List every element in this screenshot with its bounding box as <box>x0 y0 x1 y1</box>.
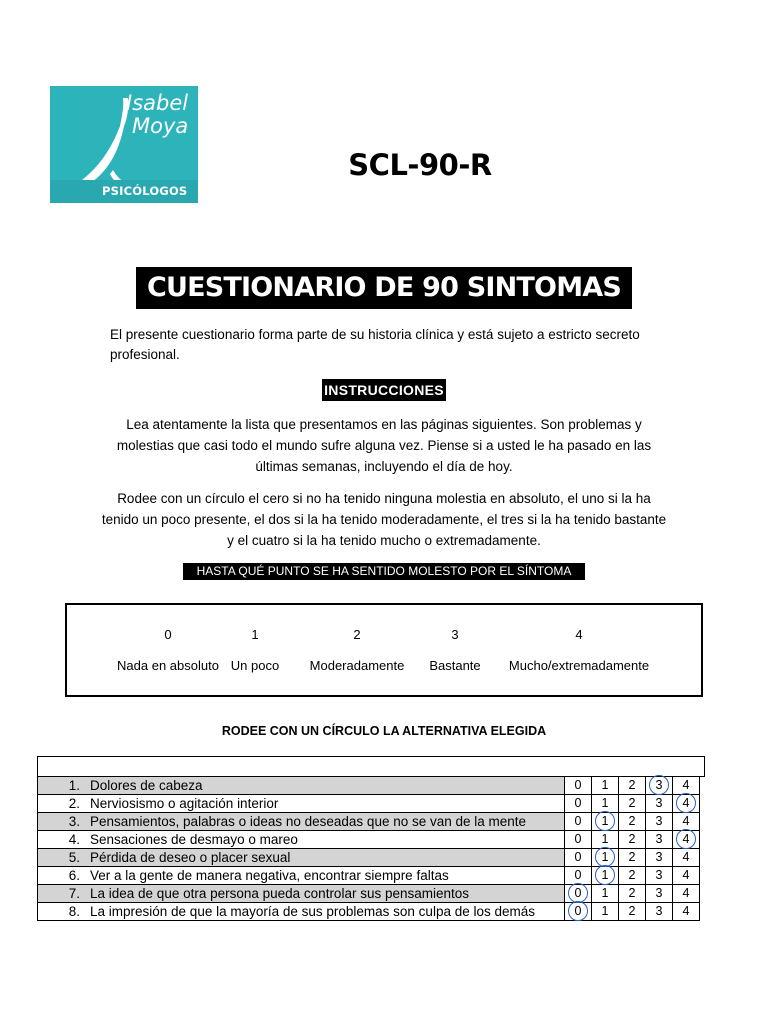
symptom-cell <box>38 885 565 903</box>
answer-option[interactable]: 2 <box>619 813 646 831</box>
symptom-number: 8. <box>68 904 80 919</box>
answer-option[interactable]: 4 <box>673 813 700 831</box>
answer-option[interactable]: 4 <box>673 849 700 867</box>
table-row <box>38 867 700 885</box>
scale-legend-box <box>65 603 703 697</box>
answer-option[interactable]: 0 <box>565 795 592 813</box>
answer-option[interactable]: 0 <box>565 831 592 849</box>
instructions-paragraph-1: Lea atentamente la lista que presentamos en las páginas siguientes. Son problemas y molestias que casi todo el mundo sufre alguna vez. Piense si a usted le ha pasado en las últimas semanas, incluyendo el día de hoy. <box>116 417 652 474</box>
table-header-row <box>37 756 705 777</box>
scale-label: Un poco <box>230 658 280 673</box>
symptom-text: Sensaciones de desmayo o mareo <box>90 832 298 847</box>
answer-option[interactable]: 0 <box>565 867 592 885</box>
answer-option-selected[interactable]: 1 <box>592 813 619 831</box>
instructions-paragraph-2: Rodee con un círculo el cero si no ha tenido ninguna molestia en absoluto, el uno si la ha tenido un poco presente, el dos si la ha tenido moderadamente, el tres si la ha tenido bastante y el cuatro si la ha tenido mucho o extremadamente. <box>101 491 667 548</box>
symptom-number: 1. <box>68 778 80 793</box>
scale-item-3 <box>423 627 487 673</box>
symptom-number: 4. <box>68 832 80 847</box>
symptom-cell <box>38 903 565 921</box>
answer-option[interactable]: 3 <box>646 831 673 849</box>
table-row <box>38 813 700 831</box>
symptom-number: 5. <box>68 850 80 865</box>
answer-option[interactable]: 0 <box>565 813 592 831</box>
instructions-heading: INSTRUCCIONES <box>322 379 446 401</box>
answer-option[interactable]: 1 <box>592 795 619 813</box>
symptom-text: La impresión de que la mayoría de sus problemas son culpa de los demás <box>90 904 535 919</box>
answer-option-selected[interactable]: 1 <box>592 849 619 867</box>
scale-item-4 <box>507 627 651 673</box>
logo-text-line2: Moya <box>132 114 189 138</box>
symptom-cell <box>38 777 565 795</box>
symptom-text: Nerviosismo o agitación interior <box>90 796 279 811</box>
symptom-cell <box>38 849 565 867</box>
answer-option[interactable]: 3 <box>646 867 673 885</box>
table-row <box>38 831 700 849</box>
scale-label: Mucho/extremadamente <box>508 658 650 673</box>
symptom-text: Dolores de cabeza <box>90 778 203 793</box>
intro-paragraph: El presente cuestionario forma parte de su historia clínica y está sujeto a estricto secreto profesional. <box>110 327 640 362</box>
answer-option[interactable]: 3 <box>646 813 673 831</box>
logo-text-line3: PSICÓLOGOS <box>102 184 188 198</box>
scale-value: 0 <box>164 627 172 642</box>
answer-option[interactable]: 1 <box>592 831 619 849</box>
answer-option[interactable]: 2 <box>619 885 646 903</box>
symptom-cell <box>38 813 565 831</box>
symptom-number: 6. <box>68 868 80 883</box>
scale-item-2 <box>303 627 411 673</box>
answer-option[interactable]: 3 <box>646 885 673 903</box>
logo-text-line1: Isabel <box>126 91 189 115</box>
scale-heading: HASTA QUÉ PUNTO SE HA SENTIDO MOLESTO POR EL SÍNTOMA <box>183 563 585 580</box>
scale-value: 1 <box>251 627 259 642</box>
scale-item-1 <box>225 627 285 673</box>
answer-option-selected[interactable]: 1 <box>592 867 619 885</box>
scale-label: Moderadamente <box>309 658 405 673</box>
symptom-text: La idea de que otra persona pueda controlar sus pensamientos <box>90 886 470 901</box>
answer-option[interactable]: 2 <box>619 831 646 849</box>
answer-option[interactable]: 4 <box>673 777 700 795</box>
answer-option[interactable]: 3 <box>646 795 673 813</box>
questionnaire-title-banner: CUESTIONARIO DE 90 SINTOMAS <box>136 267 632 309</box>
symptom-table <box>37 776 700 921</box>
document-code-title: SCL-90-R <box>348 148 492 182</box>
scale-label: Bastante <box>429 658 481 673</box>
symptom-text: Pensamientos, palabras o ideas no deseadas que no se van de la mente <box>90 814 527 829</box>
scale-value: 4 <box>575 627 583 642</box>
symptom-number: 7. <box>68 886 80 901</box>
scale-item-0 <box>109 627 227 673</box>
answer-option-selected[interactable]: 0 <box>565 903 592 921</box>
table-row <box>38 903 700 921</box>
answer-option[interactable]: 2 <box>619 903 646 921</box>
answer-option-selected[interactable]: 0 <box>565 885 592 903</box>
table-row <box>38 849 700 867</box>
symptom-text: Ver a la gente de manera negativa, encontrar siempre faltas <box>90 868 449 883</box>
symptom-cell <box>38 795 565 813</box>
symptom-cell <box>38 867 565 885</box>
answer-option[interactable]: 3 <box>646 903 673 921</box>
symptom-number: 3. <box>68 814 80 829</box>
symptom-cell <box>38 831 565 849</box>
symptom-number: 2. <box>68 796 80 811</box>
isabel-moya-logo <box>50 86 198 203</box>
table-row <box>38 795 700 813</box>
symptom-text: Pérdida de deseo o placer sexual <box>90 850 291 865</box>
scale-label: Nada en absoluto <box>117 658 219 673</box>
scale-value: 3 <box>451 627 459 642</box>
circle-instruction: RODEE CON UN CÍRCULO LA ALTERNATIVA ELEGIDA <box>221 724 547 738</box>
answer-option[interactable]: 1 <box>592 885 619 903</box>
answer-option[interactable]: 0 <box>565 849 592 867</box>
answer-option[interactable]: 0 <box>565 777 592 795</box>
answer-option-selected[interactable]: 4 <box>673 831 700 849</box>
table-row <box>38 777 700 795</box>
table-row <box>38 885 700 903</box>
answer-option[interactable]: 2 <box>619 867 646 885</box>
answer-option[interactable]: 2 <box>619 849 646 867</box>
answer-option[interactable]: 4 <box>673 885 700 903</box>
scale-value: 2 <box>353 627 361 642</box>
answer-option[interactable]: 2 <box>619 795 646 813</box>
answer-option[interactable]: 1 <box>592 903 619 921</box>
answer-option-selected[interactable]: 4 <box>673 795 700 813</box>
answer-option[interactable]: 4 <box>673 903 700 921</box>
answer-option[interactable]: 3 <box>646 849 673 867</box>
answer-option[interactable]: 2 <box>619 777 646 795</box>
answer-option-selected[interactable]: 3 <box>646 777 673 795</box>
answer-option[interactable]: 1 <box>592 777 619 795</box>
answer-option[interactable]: 4 <box>673 867 700 885</box>
